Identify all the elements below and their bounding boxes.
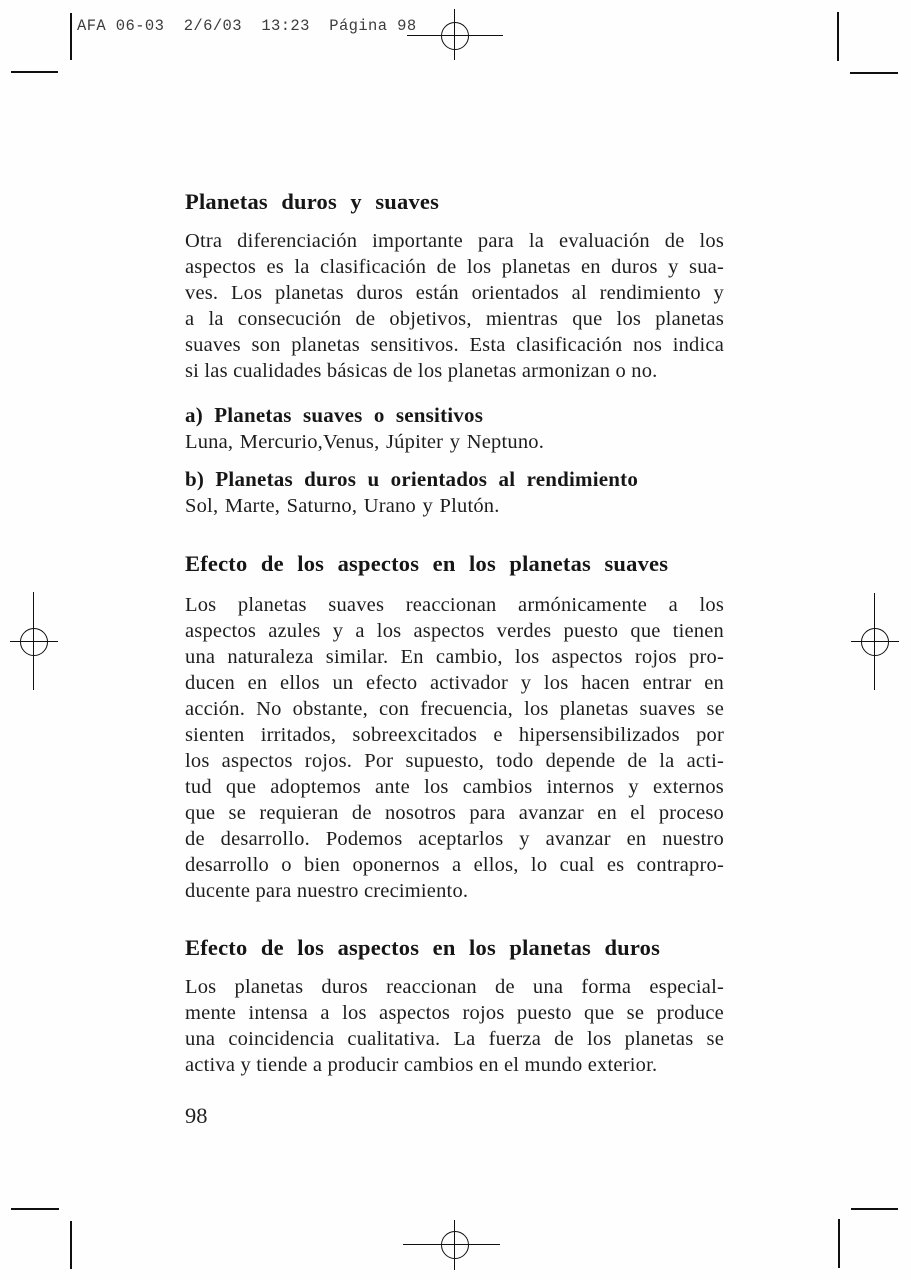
crop-mark-top-left-vertical <box>70 13 72 60</box>
text-line: activa y tiende a producir cambios en el mundo exterior. <box>185 1054 658 1076</box>
text-line: a la consecución de objetivos, mientras que los planetas <box>185 308 724 330</box>
text-line: de desarrollo. Podemos aceptarlos y avanzar en nuestro <box>185 828 724 850</box>
text-line: ves. Los planetas duros están orientados al rendimiento y <box>185 282 724 304</box>
section-title-efecto-planetas-duros: Efecto de los aspectos en los planetas duros <box>185 935 661 960</box>
text-line: desarrollo o bien oponernos a ellos, lo cual es contrapro- <box>185 854 724 876</box>
text-line: suaves son planetas sensitivos. Esta clasificación nos indica <box>185 334 724 356</box>
text-line: Otra diferenciación importante para la evaluación de los <box>185 230 724 252</box>
paragraph-intro <box>185 228 724 384</box>
registration-mark-circle <box>20 628 48 656</box>
subheading-planetas-suaves: a) Planetas suaves o sensitivos <box>185 403 484 427</box>
registration-mark-circle <box>861 628 889 656</box>
page-number: 98 <box>185 1103 208 1128</box>
text-line: aspectos es la clasificación de los planetas en duros y sua- <box>185 256 724 278</box>
text-line: Los planetas duros reaccionan de una forma especial- <box>185 976 724 998</box>
crop-mark-top-left-horizontal <box>11 71 58 73</box>
text-line: sienten irritados, sobreexcitados e hipersensibilizados por <box>185 724 724 746</box>
subheading-planetas-duros: b) Planetas duros u orientados al rendimiento <box>185 467 639 491</box>
text-line: una coincidencia cualitativa. La fuerza de los planetas se <box>185 1028 724 1050</box>
text-line: ducente para nuestro crecimiento. <box>185 880 469 902</box>
hard-planets-list: Sol, Marte, Saturno, Urano y Plutón. <box>185 495 500 517</box>
crop-mark-top-right-horizontal <box>850 72 898 74</box>
text-line: si las cualidades básicas de los planetas armonizan o no. <box>185 360 658 382</box>
crop-mark-bottom-right-vertical <box>838 1219 840 1268</box>
text-line: acción. No obstante, con frecuencia, los planetas suaves se <box>185 698 724 720</box>
crop-mark-bottom-left-horizontal <box>11 1208 59 1210</box>
text-line: mente intensa a los aspectos rojos puesto que se produce <box>185 1002 724 1024</box>
section-title-planetas-duros-y-suaves: Planetas duros y suaves <box>185 189 440 214</box>
crop-mark-bottom-right-horizontal <box>851 1208 898 1210</box>
text-line: Los planetas suaves reaccionan armónicamente a los <box>185 594 724 616</box>
paragraph-efecto-duros <box>185 974 724 1078</box>
text-line: que se requieran de nosotros para avanzar en el proceso <box>185 802 724 824</box>
registration-mark-circle <box>441 1231 469 1259</box>
registration-mark-circle <box>441 22 469 50</box>
text-line: ducen en ellos un efecto activador y los hacen entrar en <box>185 672 724 694</box>
crop-mark-bottom-left-vertical <box>70 1221 72 1269</box>
soft-planets-list: Luna, Mercurio,Venus, Júpiter y Neptuno. <box>185 431 545 453</box>
paragraph-efecto-suaves <box>185 592 724 904</box>
section-title-efecto-planetas-suaves: Efecto de los aspectos en los planetas suaves <box>185 551 669 576</box>
text-line: los aspectos rojos. Por supuesto, todo depende de la acti- <box>185 750 724 772</box>
text-line: una naturaleza similar. En cambio, los aspectos rojos pro- <box>185 646 724 668</box>
text-line: aspectos azules y a los aspectos verdes puesto que tienen <box>185 620 724 642</box>
crop-mark-top-right-vertical <box>837 12 839 61</box>
proof-slug-line: AFA 06-03 2/6/03 13:23 Página 98 <box>77 17 417 35</box>
text-line: tud que adoptemos ante los cambios internos y externos <box>185 776 724 798</box>
